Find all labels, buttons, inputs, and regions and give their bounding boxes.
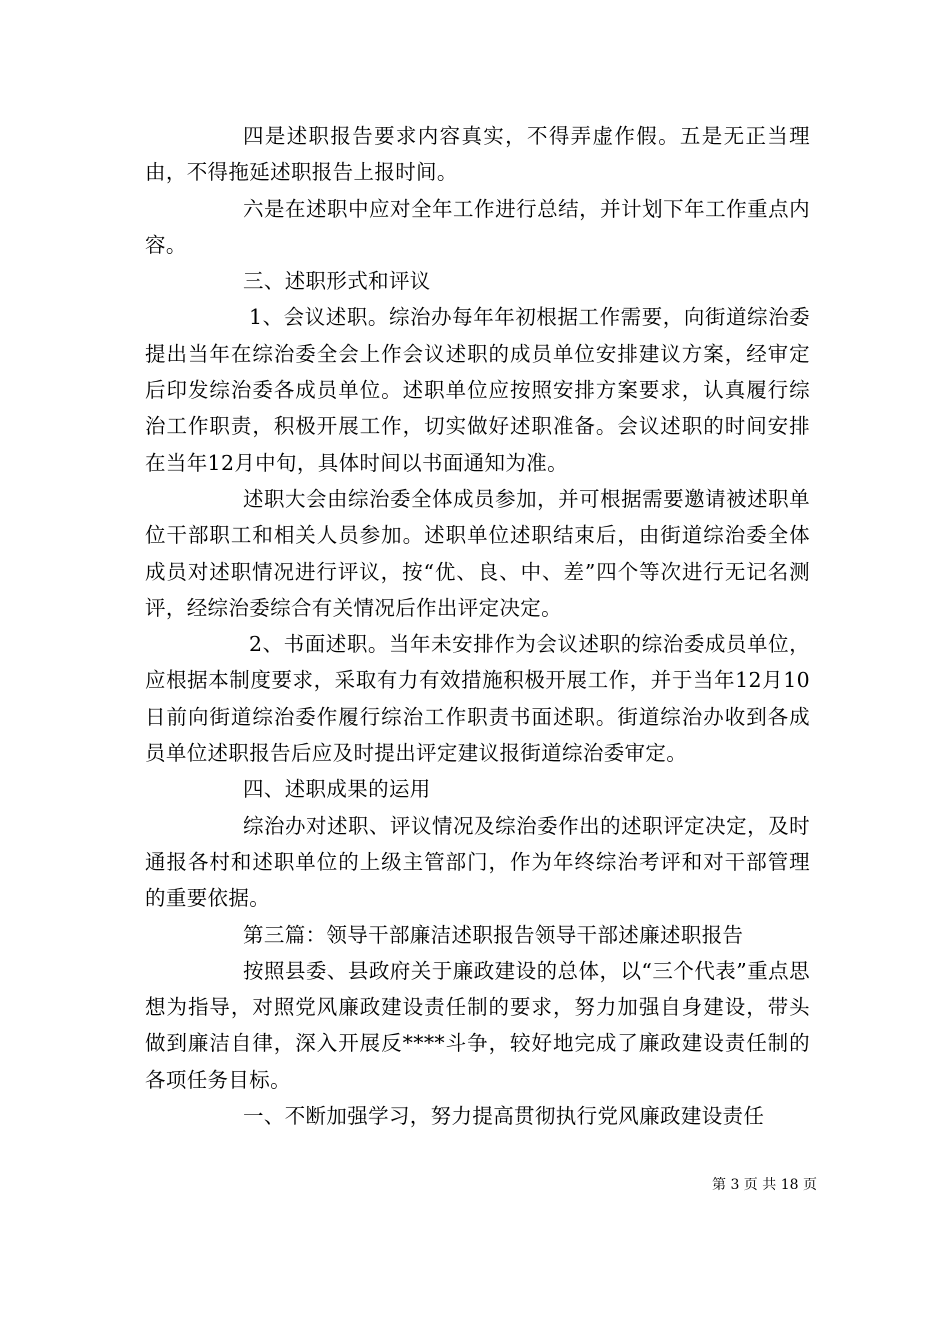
paragraph-integrity-intro: 按照县委、县政府关于廉政建设的总体，以“三个代表”重点思想为指导，对照党风廉政建设责任制的要求，努力加强自身建设，带头做到廉洁自律，深入开展反****斗争，较好地完成了廉政建设责任制的各项任务目标。 bbox=[145, 958, 810, 1092]
paragraph-results-usage: 综治办对述职、评议情况及综治委作出的述职评定决定，及时通报各村和述职单位的上级主管部门，作为年终综治考评和对干部管理的重要依据。 bbox=[145, 813, 810, 911]
chapter-title-three: 第三篇：领导干部廉洁述职报告领导干部述廉述职报告 bbox=[243, 922, 744, 947]
section-heading-one: 一、不断加强学习，努力提高贯彻执行党风廉政建设责任 bbox=[243, 1104, 765, 1129]
paragraph-report-conference: 述职大会由综治委全体成员参加，并可根据需要邀请被述职单位干部职工和相关人员参加。述职单位述职结束后，由街道综治委全体成员对述职情况进行评议，按“优、良、中、差”四个等次进行无记名测评，经综治委综合有关情况后作出评定决定。 bbox=[145, 486, 810, 620]
paragraph-requirements-four-five: 四是述职报告要求内容真实，不得弄虚作假。五是无正当理由，不得拖延述职报告上报时间。 bbox=[145, 124, 810, 185]
section-heading-three: 三、述职形式和评议 bbox=[243, 269, 431, 294]
paragraph-meeting-report: 1、会议述职。综治办每年年初根据工作需要，向街道综治委提出当年在综治委全会上作会议述职的成员单位安排建议方案，经审定后印发综治委各成员单位。述职单位应按照安排方案要求，认真履行综治工作职责，积极开展工作，切实做好述职准备。会议述职的时间安排在当年12月中旬，具体时间以书面通知为准。 bbox=[145, 305, 810, 475]
section-heading-four: 四、述职成果的运用 bbox=[243, 777, 431, 802]
paragraph-requirement-six: 六是在述职中应对全年工作进行总结，并计划下年工作重点内容。 bbox=[145, 196, 810, 257]
document-body bbox=[145, 118, 810, 1134]
paragraph-written-report: 2、书面述职。当年未安排作为会议述职的综治委成员单位，应根据本制度要求，采取有力有效措施积极开展工作，并于当年12月10日前向街道综治委作履行综治工作职责书面述职。街道综治办收到各成员单位述职报告后应及时提出评定建议报街道综治委审定。 bbox=[145, 632, 810, 766]
page-number: 第 3 页 共 18 页 bbox=[712, 1177, 817, 1193]
